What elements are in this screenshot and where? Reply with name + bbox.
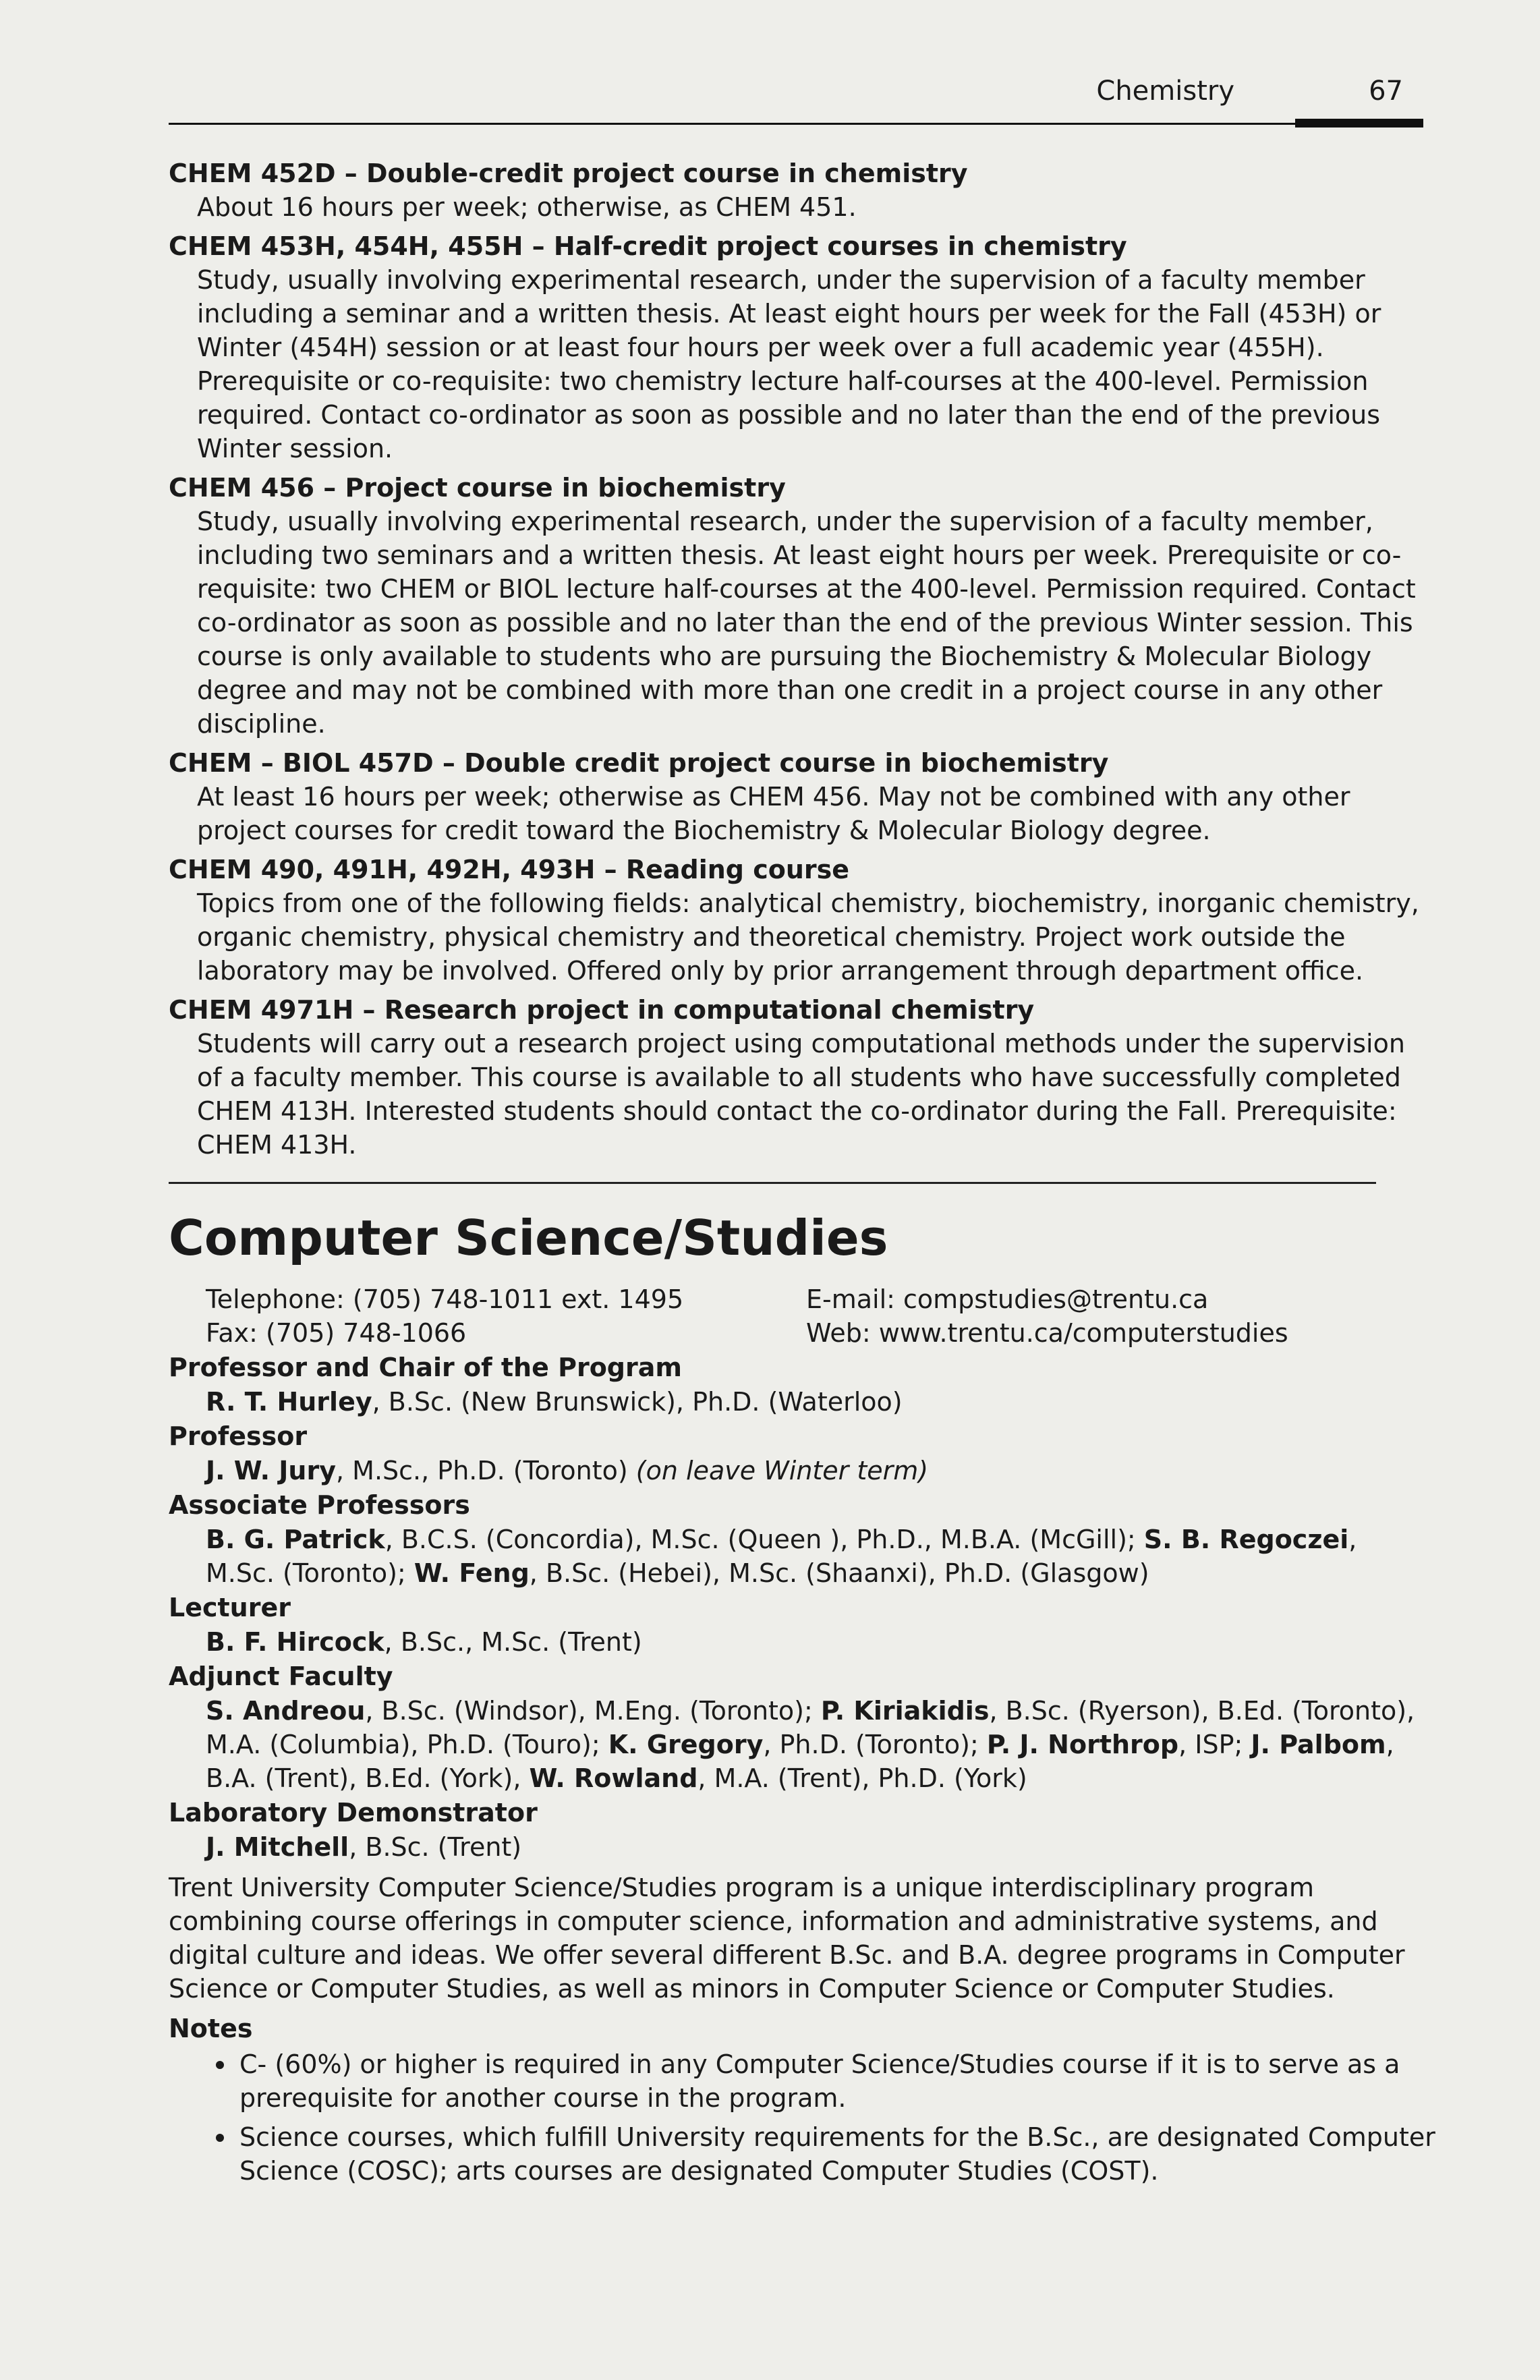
page-content [169,157,1435,2193]
course-description: Study, usually involving experimental research, under the supervision of a faculty member, including two seminars and a written thesis. At least eight hours per week. Prerequisite or co-requisite: two CHEM or BIOL lecture half-courses at the 400-level. Permission required. Contact co-ordinator as soon as possible and no later than the end of the previous Winter session. This course is only available to students who are pursuing the Biochemistry & Molecular Biology degree and may not be combined with more than one credit in a project course in any other discipline. [197,507,1416,739]
faculty-name: W. Feng [413,1558,530,1588]
faculty-heading: Lecturer [169,1593,291,1622]
program-intro: Trent University Computer Science/Studies program is a unique interdisciplinary program combining course offerings in computer science, information and administrative systems, and digital culture and ideas. We offer several different B.Sc. and B.A. degree programs in Computer Science or Computer Studies, as well as minors in Computer Science or Computer Studies. [169,1873,1405,2004]
course-entry [169,746,1423,847]
faculty-heading: Associate Professors [169,1490,470,1520]
course-entry [169,993,1423,1162]
faculty-name: B. F. Hircock [206,1627,384,1657]
course-entry [169,471,1423,741]
contact-phone-fax [206,1282,683,1350]
faculty-name: P. J. Northrop [986,1730,1179,1759]
header-tab-mark [1295,119,1423,128]
faculty-professor [169,1419,1423,1488]
contact-online [806,1282,1288,1350]
faculty-name: J. Mitchell [206,1832,349,1862]
faculty-name: W. Rowland [529,1763,698,1793]
bullet-icon [216,2061,224,2069]
bullet-icon [216,2134,224,2142]
faculty-name: K. Gregory [608,1730,764,1759]
course-title: CHEM 452D – Double-credit project course in chemistry [169,159,968,188]
faculty-name: J. Palbom [1251,1730,1386,1759]
telephone: Telephone: (705) 748-1011 ext. 1495 [206,1284,684,1314]
faculty-lecturer [169,1590,1423,1659]
department-title: Computer Science/Studies [169,1210,888,1266]
faculty-list [169,1454,1423,1488]
course-title: CHEM – BIOL 457D – Double credit project course in biochemistry [169,748,1109,778]
faculty-lab [169,1795,1423,1864]
website: Web: www.trentu.ca/computerstudies [806,1318,1288,1348]
course-description: At least 16 hours per week; otherwise as CHEM 456. May not be combined with any other project courses for credit toward the Biochemistry & Molecular Biology degree. [197,782,1350,845]
course-description: About 16 hours per week; otherwise, as CHEM 451. [197,192,857,222]
faculty-credentials: , B.Sc. (Hebei), M.Sc. (Shaanxi), Ph.D. (Glasgow) [529,1558,1149,1588]
contact-block [169,1282,1423,1350]
faculty-credentials: , B.A. (Trent), B.Ed. (York), [206,1730,1394,1793]
faculty-chair [169,1350,1423,1419]
faculty-name: S. Andreou [206,1696,366,1726]
note-text: C- (60%) or higher is required in any Computer Science/Studies course if it is to serve as a prerequisite for another course in the program. [239,2049,1400,2113]
faculty-heading: Laboratory Demonstrator [169,1798,538,1828]
course-entry [169,853,1423,988]
faculty-adjunct [169,1659,1423,1795]
faculty-credentials: , ISP; [1178,1730,1251,1759]
faculty-credentials: , B.Sc., M.Sc. (Trent) [384,1627,642,1657]
faculty-credentials: , Ph.D. (Toronto); [763,1730,987,1759]
notes-heading: Notes [169,2014,253,2043]
faculty-list [169,1694,1423,1795]
course-title: CHEM 453H, 454H, 455H – Half-credit project courses in chemistry [169,231,1127,261]
course-description: Study, usually involving experimental research, under the supervision of a faculty member including a seminar and a written thesis. At least eight hours per week for the Fall (453H) or Winter (454H) session or at least four hours per week over a full academic year (455H). Prerequisite or co-requisite: two chemistry lecture half-courses at the 400-level. Permission required. Contact co-ordinator as soon as possible and no later than the end of the previous Winter session. [197,265,1381,463]
section-divider [169,1182,1376,1184]
faculty-credentials: , B.C.S. (Concordia), M.Sc. (Queen ), Ph.D., M.B.A. (McGill); [384,1525,1144,1554]
faculty-credentials: , M.Sc. (Toronto); [206,1525,1357,1588]
section-name: Chemistry [1096,76,1234,107]
faculty-credentials: , B.Sc. (Trent) [349,1832,522,1862]
note-item [169,2120,1440,2188]
page-number: 67 [1369,76,1403,107]
fax: Fax: (705) 748-1066 [206,1318,467,1348]
header-rule [169,123,1423,125]
faculty-credentials: , B.Sc. (Ryerson), B.Ed. (Toronto), M.A. (Columbia), Ph.D. (Touro); [206,1696,1415,1759]
faculty-credentials: , M.Sc., Ph.D. (Toronto) [336,1456,636,1485]
faculty-credentials: , B.Sc. (New Brunswick), Ph.D. (Waterloo) [372,1387,903,1417]
course-title: CHEM 456 – Project course in biochemistry [169,473,786,503]
course-entry [169,229,1423,465]
course-description: Topics from one of the following fields: analytical chemistry, biochemistry, inorganic chemistry, organic chemistry, physical chemistry and theoretical chemistry. Project work outside the laboratory may be involved. Offered only by prior arrangement through department office. [197,888,1419,986]
leave-note: (on leave Winter term) [635,1456,929,1485]
course-title: CHEM 4971H – Research project in computational chemistry [169,995,1035,1025]
faculty-credentials: , B.Sc. (Windsor), M.Eng. (Toronto); [365,1696,821,1726]
faculty-list [169,1830,1423,1864]
email: E-mail: compstudies@trentu.ca [806,1284,1209,1314]
course-entry [169,157,1423,224]
course-description: Students will carry out a research project using computational methods under the supervision of a faculty member. This course is available to all students who have successfully completed CHEM 413H. Interested students should contact the co-ordinator during the Fall. Prerequisite: CHEM 413H. [197,1029,1405,1160]
faculty-name: S. B. Regoczei [1143,1525,1349,1554]
faculty-heading: Professor [169,1421,308,1451]
note-item [169,2047,1440,2115]
faculty-name: B. G. Patrick [206,1525,385,1554]
running-head [169,76,1423,120]
faculty-list [169,1385,1423,1419]
faculty-name: J. W. Jury [206,1456,336,1485]
faculty-name: P. Kiriakidis [820,1696,990,1726]
faculty-heading: Professor and Chair of the Program [169,1353,682,1382]
course-title: CHEM 490, 491H, 492H, 493H – Reading course [169,855,850,884]
faculty-credentials: , M.A. (Trent), Ph.D. (York) [697,1763,1027,1793]
faculty-associate [169,1488,1423,1590]
faculty-heading: Adjunct Faculty [169,1662,393,1691]
faculty-list [169,1523,1423,1590]
faculty-name: R. T. Hurley [206,1387,372,1417]
faculty-list [169,1625,1423,1659]
note-text: Science courses, which fulfill University requirements for the B.Sc., are designated Computer Science (COSC); arts courses are designated Computer Studies (COST). [239,2122,1435,2186]
